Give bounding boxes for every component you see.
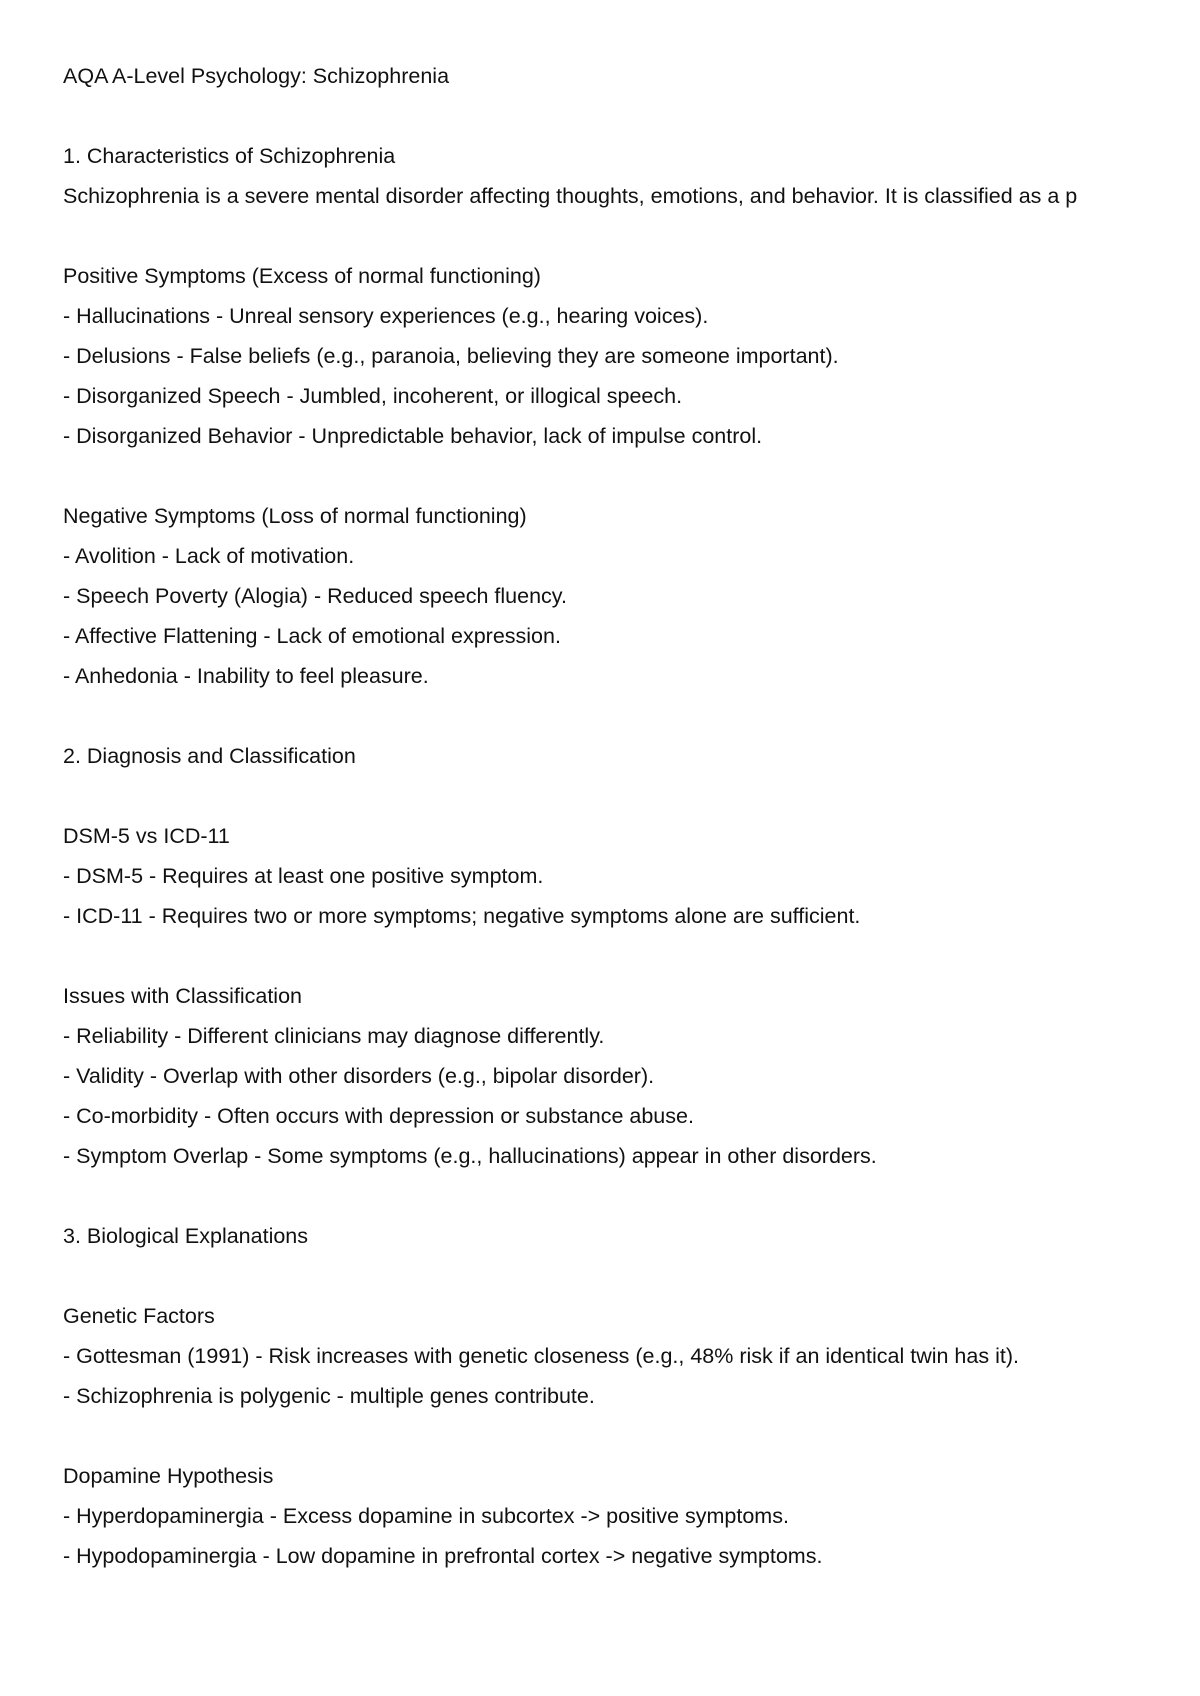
list-item: - Affective Flattening - Lack of emotional expression. <box>63 624 561 648</box>
section-heading: 2. Diagnosis and Classification <box>63 744 356 768</box>
section-heading: 1. Characteristics of Schizophrenia <box>63 144 396 168</box>
list-item: - Hallucinations - Unreal sensory experiences (e.g., hearing voices). <box>63 304 709 328</box>
list-item: - Avolition - Lack of motivation. <box>63 544 355 568</box>
subsection-heading: Positive Symptoms (Excess of normal functioning) <box>63 264 541 288</box>
list-item: - Co-morbidity - Often occurs with depression or substance abuse. <box>63 1104 694 1128</box>
subsection-heading: Negative Symptoms (Loss of normal functioning) <box>63 504 527 528</box>
list-item: - Speech Poverty (Alogia) - Reduced speech fluency. <box>63 584 567 608</box>
list-item: - Validity - Overlap with other disorders (e.g., bipolar disorder). <box>63 1064 655 1088</box>
list-item: - Hyperdopaminergia - Excess dopamine in subcortex -> positive symptoms. <box>63 1504 789 1528</box>
list-item: - Reliability - Different clinicians may diagnose differently. <box>63 1024 605 1048</box>
subsection-heading: Dopamine Hypothesis <box>63 1464 274 1488</box>
list-item: - Anhedonia - Inability to feel pleasure. <box>63 664 429 688</box>
list-item: - Schizophrenia is polygenic - multiple genes contribute. <box>63 1384 595 1408</box>
list-item: - Symptom Overlap - Some symptoms (e.g., hallucinations) appear in other disorders. <box>63 1144 877 1168</box>
subsection-heading: Issues with Classification <box>63 984 302 1008</box>
list-item: - Delusions - False beliefs (e.g., paranoia, believing they are someone important). <box>63 344 839 368</box>
list-item: - Gottesman (1991) - Risk increases with genetic closeness (e.g., 48% risk if an identical twin has it). <box>63 1344 1019 1368</box>
subsection-heading: Genetic Factors <box>63 1304 215 1328</box>
document-title: AQA A-Level Psychology: Schizophrenia <box>63 64 450 88</box>
subsection-heading: DSM-5 vs ICD-11 <box>63 824 230 848</box>
list-item: - DSM-5 - Requires at least one positive symptom. <box>63 864 544 888</box>
list-item: - ICD-11 - Requires two or more symptoms; negative symptoms alone are sufficient. <box>63 904 861 928</box>
list-item: - Disorganized Speech - Jumbled, incoherent, or illogical speech. <box>63 384 683 408</box>
section-heading: 3. Biological Explanations <box>63 1224 309 1248</box>
intro-paragraph: Schizophrenia is a severe mental disorder affecting thoughts, emotions, and behavior. It is classified as a p <box>63 184 1078 208</box>
list-item: - Disorganized Behavior - Unpredictable behavior, lack of impulse control. <box>63 424 763 448</box>
list-item: - Hypodopaminergia - Low dopamine in prefrontal cortex -> negative symptoms. <box>63 1544 823 1568</box>
